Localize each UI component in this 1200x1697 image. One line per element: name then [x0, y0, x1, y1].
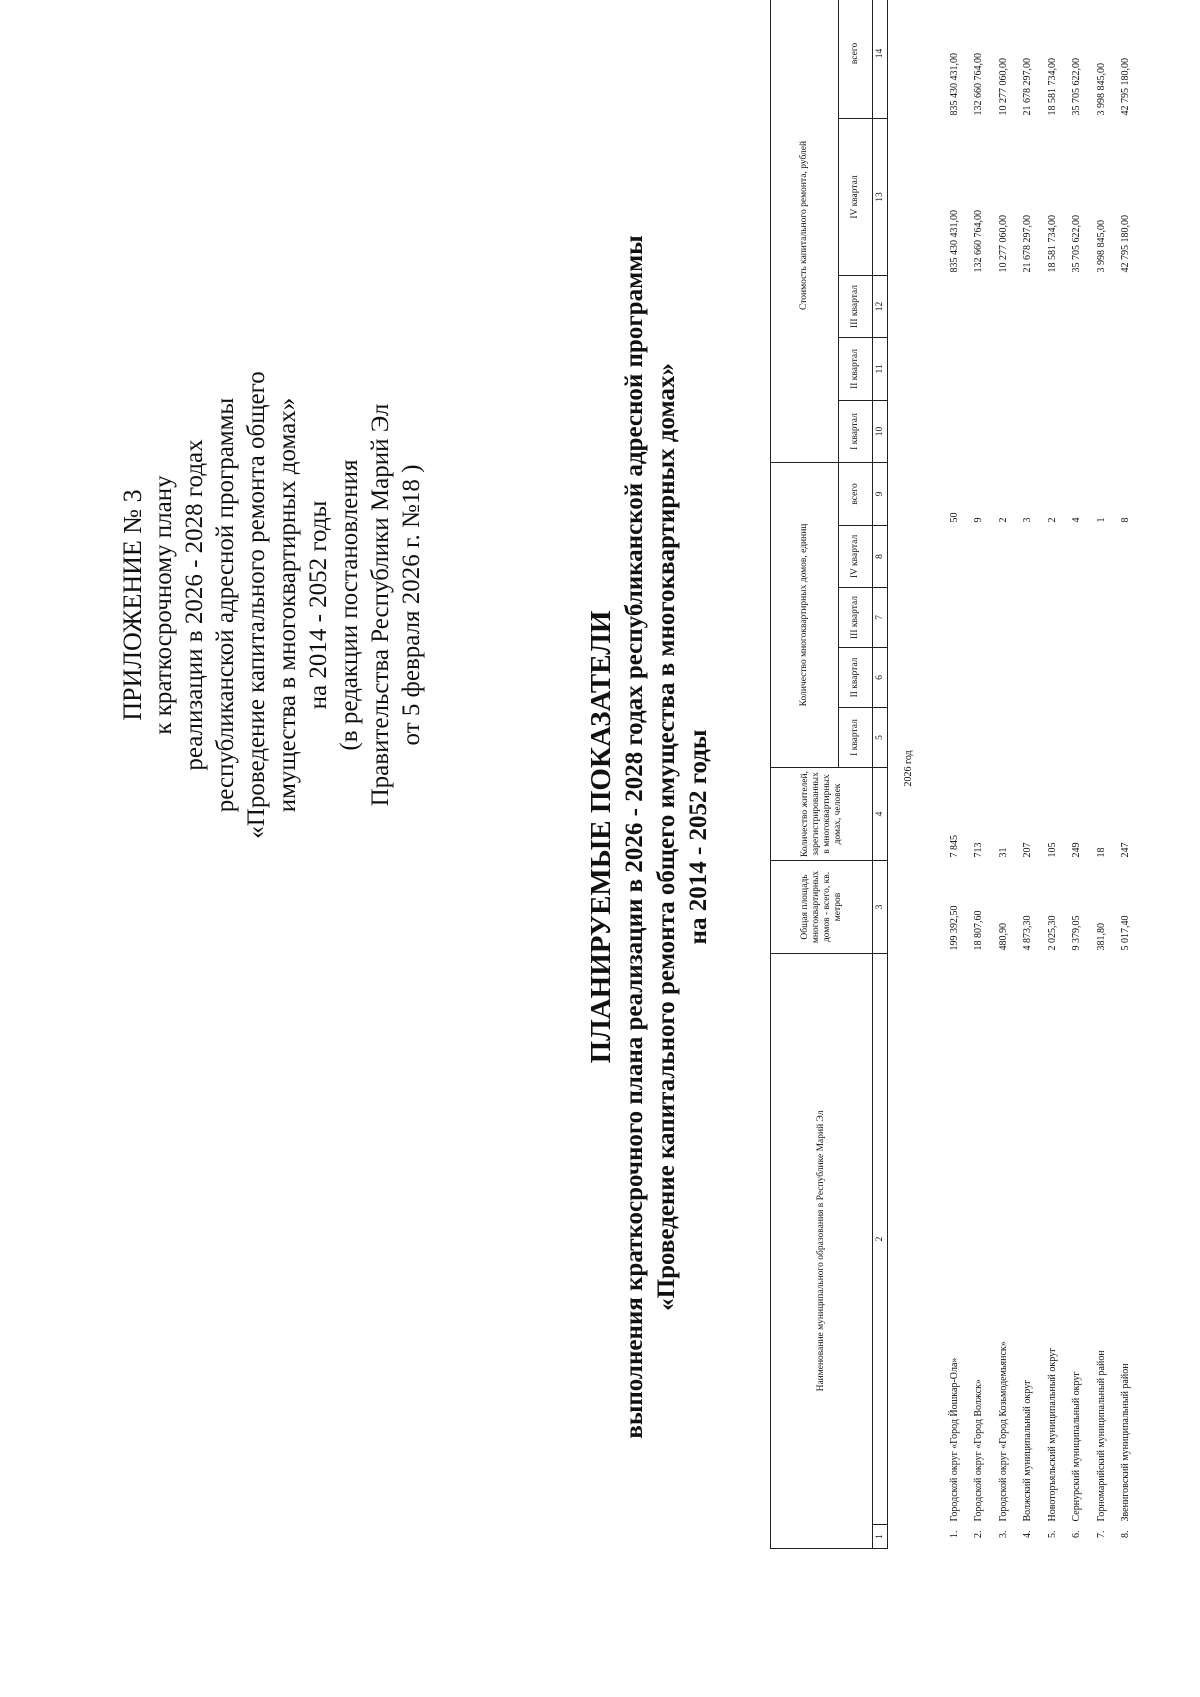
cost-total-cell: 42 795 180,00	[1120, 57, 1132, 116]
residents-cell: 105	[1046, 842, 1058, 858]
municipality-name: Волжский муниципальный округ	[1022, 1379, 1034, 1522]
residents-cell: 247	[1120, 842, 1132, 858]
houses-total-cell: 1	[1095, 517, 1107, 523]
area-cell: 18 807,60	[973, 910, 985, 951]
table-row	[1016, 0, 1041, 1549]
houses-total-cell: 3	[1022, 517, 1034, 523]
houses-total-cell: 50	[948, 512, 960, 523]
header-residents: Количество жителей, зарегистрированных в многоквартирных домах, человек	[771, 767, 873, 860]
houses-total-cell: 8	[1120, 517, 1132, 523]
column-number: 12	[873, 275, 888, 337]
cost-q4-cell: 3 998 845,00	[1095, 219, 1107, 273]
header-cost-q1: I квартал	[839, 400, 873, 462]
header-area: Общая площадь многоквартирных домов - всего, кв. метров	[771, 860, 873, 953]
row-number: 1.	[948, 1530, 960, 1538]
cost-total-cell: 18 581 734,00	[1046, 57, 1058, 116]
header-houses-q1: I квартал	[839, 707, 873, 767]
row-number: 2.	[973, 1530, 985, 1538]
cost-total-cell: 835 430 431,00	[948, 52, 960, 116]
header-houses-q3: III квартал	[839, 587, 873, 647]
houses-total-cell: 9	[973, 517, 985, 523]
cost-total-cell: 10 277 060,00	[997, 57, 1009, 116]
annex-heading: ПРИЛОЖЕНИЕ № 3	[118, 489, 147, 721]
area-cell: 480,90	[997, 922, 1009, 951]
row-number: 6.	[1071, 1530, 1083, 1538]
table-row	[991, 0, 1016, 1549]
annex-line: имущества в многоквартирных домах»	[274, 397, 301, 813]
residents-cell: 249	[1071, 842, 1083, 858]
table-row	[1114, 0, 1139, 1549]
column-number: 2	[873, 953, 888, 1524]
row-number: 8.	[1120, 1530, 1132, 1538]
annex-line: Правительства Республики Марий Эл	[367, 403, 394, 807]
annex-line: от 5 февраля 2026 г. №18 )	[398, 464, 425, 746]
houses-total-cell: 4	[1071, 517, 1083, 523]
residents-cell: 18	[1095, 847, 1107, 858]
cost-q4-cell: 835 430 431,00	[948, 209, 960, 273]
row-number: 3.	[997, 1530, 1009, 1538]
header-houses-group: Количество многоквартирных домов, единиц	[771, 462, 839, 767]
annex-line: на 2014 - 2052 годы	[305, 500, 332, 710]
area-cell: 199 392,50	[948, 905, 960, 951]
title-line: «Проведение капитального ремонта общего имущества в многоквартирных домах»	[653, 363, 680, 1311]
title-line: на 2014 - 2052 годы	[685, 729, 712, 945]
header-cost-total: всего	[839, 0, 873, 118]
residents-cell: 713	[973, 842, 985, 858]
area-cell: 4 873,30	[1022, 915, 1034, 951]
column-number: 8	[873, 525, 888, 587]
header-houses-q2: II квартал	[839, 647, 873, 707]
column-number: 1	[873, 1525, 888, 1549]
annex-line: (в редакции постановления	[336, 459, 363, 751]
column-number: 11	[873, 337, 888, 400]
column-numbers-row	[873, 0, 888, 1549]
year-label: 2026 год	[902, 750, 914, 787]
title-main: ПЛАНИРУЕМЫЕ ПОКАЗАТЕЛИ	[585, 610, 617, 1064]
cost-total-cell: 3 998 845,00	[1095, 62, 1107, 116]
header-name: Наименование муниципального образования в Республике Марий Эл	[771, 953, 873, 1548]
cost-q4-cell: 35 705 622,00	[1071, 214, 1083, 273]
cost-q4-cell: 18 581 734,00	[1046, 214, 1058, 273]
annex-line: реализации в 2026 - 2028 годах	[181, 439, 208, 771]
column-number: 14	[873, 0, 888, 118]
municipality-name: Сернурский муниципальный округ	[1071, 1371, 1083, 1522]
column-number: 4	[873, 767, 888, 860]
year-row	[888, 0, 929, 1549]
table-row	[967, 0, 992, 1549]
document-title	[583, 227, 715, 1447]
municipality-name: Звениговский муниципальный район	[1120, 1363, 1132, 1522]
title-line: выполнения краткосрочного плана реализации в 2026 - 2028 годах республиканской адресной программы	[621, 235, 648, 1439]
header-houses-q4: IV квартал	[839, 525, 873, 587]
annex-line: «Проведение капитального ремонта общего	[243, 371, 270, 839]
table-row	[1089, 0, 1114, 1549]
indicators-table	[770, 0, 1138, 1549]
row-number: 4.	[1022, 1530, 1034, 1538]
table-row	[1065, 0, 1090, 1549]
spacer-row	[928, 0, 942, 1549]
area-cell: 2 025,30	[1046, 915, 1058, 951]
row-number: 5.	[1046, 1530, 1058, 1538]
cost-q4-cell: 10 277 060,00	[997, 214, 1009, 273]
column-number: 13	[873, 118, 888, 275]
annex-line: республиканской адресной программы	[212, 397, 239, 813]
residents-cell: 31	[997, 847, 1009, 858]
column-number: 5	[873, 707, 888, 767]
header-cost-q4: IV квартал	[839, 118, 873, 275]
municipality-name: Городской округ «Город Йошкар-Ола»	[948, 1357, 960, 1522]
header-cost-q3: III квартал	[839, 275, 873, 337]
indicators-table-wrap	[770, 0, 1138, 1549]
column-number: 7	[873, 587, 888, 647]
houses-total-cell: 2	[997, 517, 1009, 523]
area-cell: 9 379,05	[1071, 915, 1083, 951]
row-number: 7.	[1095, 1530, 1107, 1538]
municipality-name: Горномарийский муниципальный район	[1095, 1350, 1107, 1522]
municipality-name: Новоторъяльский муниципальный округ	[1046, 1347, 1058, 1522]
cost-total-cell: 21 678 297,00	[1022, 57, 1034, 116]
houses-total-cell: 2	[1046, 517, 1058, 523]
header-cost-q2: II квартал	[839, 337, 873, 400]
annex-line: к краткосрочному плану	[150, 475, 177, 735]
residents-cell: 207	[1022, 842, 1034, 858]
header-houses-total: всего	[839, 462, 873, 525]
area-cell: 5 017,40	[1120, 915, 1132, 951]
cost-total-cell: 35 705 622,00	[1071, 57, 1083, 116]
column-number: 6	[873, 647, 888, 707]
cost-total-cell: 132 660 764,00	[973, 52, 985, 116]
cost-q4-cell: 132 660 764,00	[973, 209, 985, 273]
municipality-name: Городской округ «Город Козьмодемьянск»	[997, 1341, 1009, 1522]
column-number: 10	[873, 400, 888, 462]
header-cost-group: Стоимость капитального ремонта, рублей	[771, 0, 839, 462]
cost-q4-cell: 42 795 180,00	[1120, 214, 1132, 273]
residents-cell: 7 845	[948, 834, 960, 858]
table-row	[942, 0, 967, 1549]
area-cell: 381,80	[1095, 922, 1107, 951]
table-row	[1040, 0, 1065, 1549]
column-number: 9	[873, 462, 888, 525]
cost-q4-cell: 21 678 297,00	[1022, 214, 1034, 273]
annex-block	[117, 295, 427, 915]
column-number: 3	[873, 860, 888, 953]
municipality-name: Городской округ «Город Волжск»	[973, 1379, 985, 1522]
